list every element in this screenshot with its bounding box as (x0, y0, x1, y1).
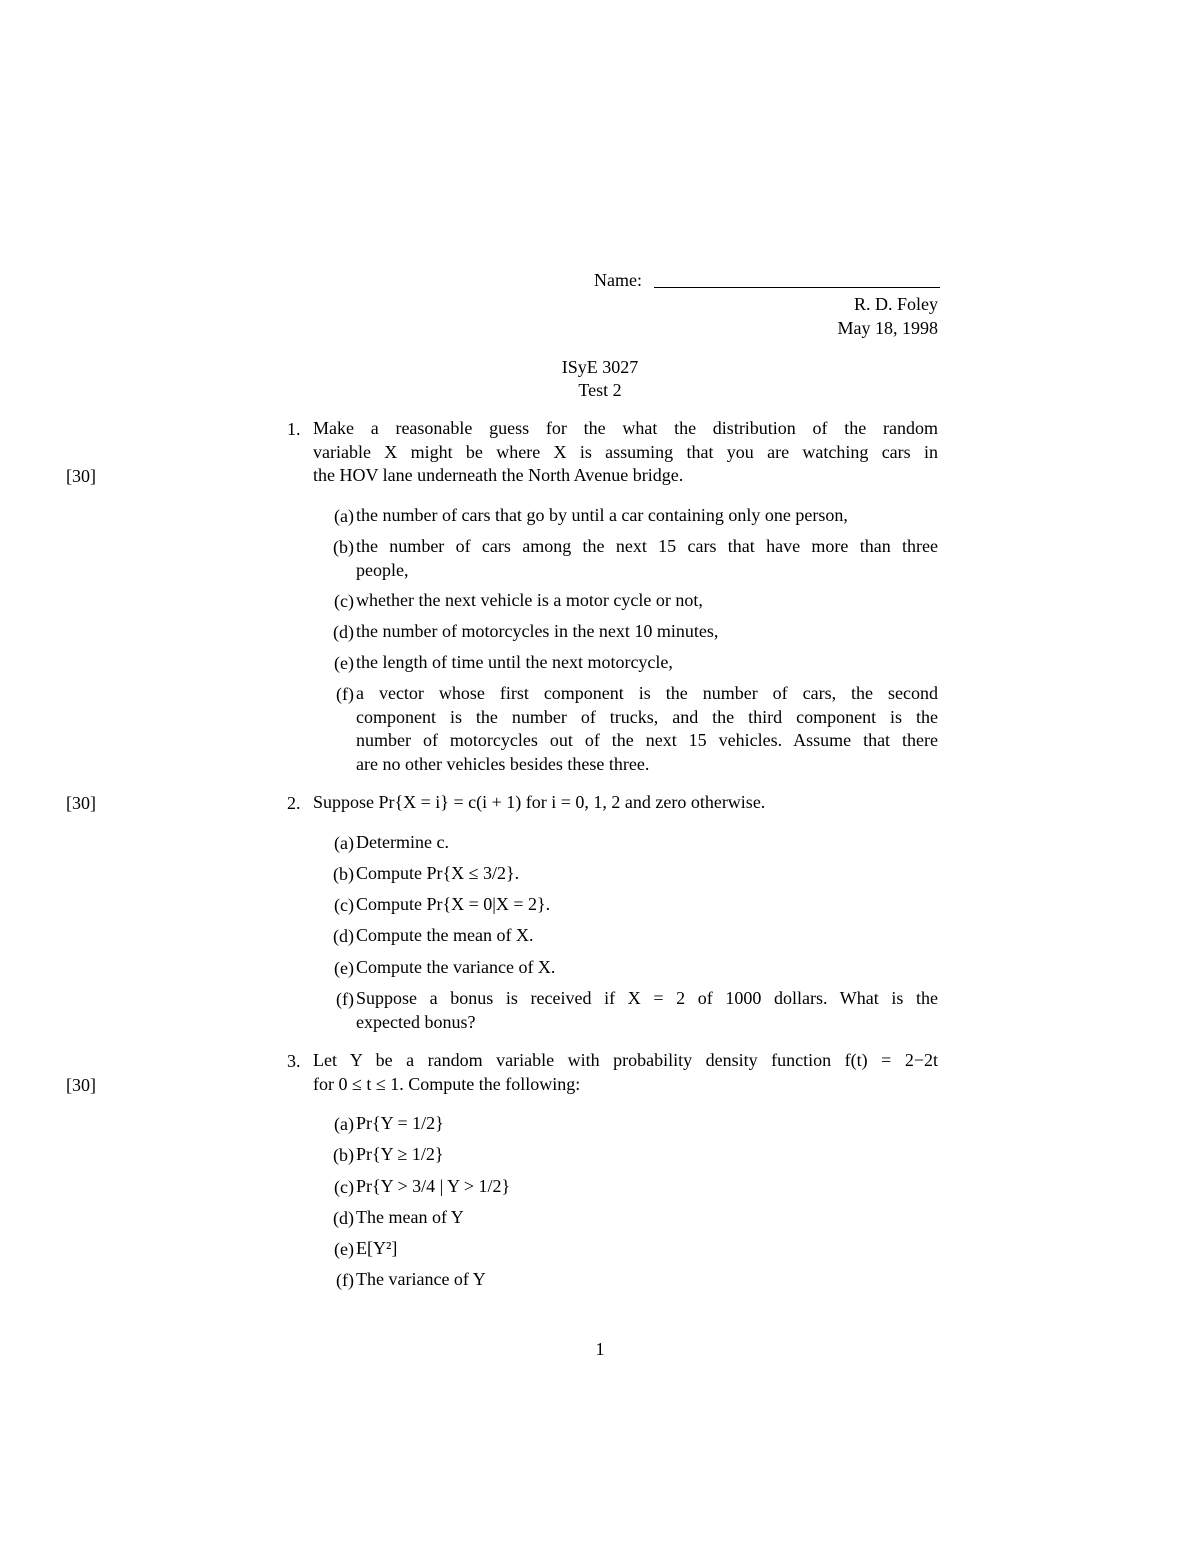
part-label: (a) (334, 833, 354, 853)
part-line: Compute Pr{X ≤ 3/2}. (356, 863, 520, 883)
part-line: Pr{Y > 3/4 | Y > 1/2} (356, 1176, 511, 1196)
question-line: variable X might be where X is assuming that you are watching cars in (313, 441, 938, 462)
part-line: people, (356, 559, 409, 580)
question-2-number: 2. (287, 793, 301, 813)
question-2-text (313, 791, 938, 815)
part-line: Determine c. (356, 832, 449, 852)
part-label: (f) (336, 1270, 354, 1290)
part-label: (d) (333, 622, 354, 642)
part-text (356, 1268, 938, 1292)
part-label: (f) (336, 684, 354, 704)
page-number: 1 (595, 1339, 605, 1359)
points-question-3: [30] (66, 1075, 96, 1095)
part-line: the length of time until the next motorcycle, (356, 652, 673, 672)
question-line: for 0 ≤ t ≤ 1. Compute the following: (313, 1073, 581, 1094)
part-line: whether the next vehicle is a motor cycle or not, (356, 590, 703, 610)
part-line: component is the number of trucks, and the third component is the (356, 706, 938, 727)
part-label: (a) (334, 1114, 354, 1134)
question-1-text (313, 417, 938, 488)
part-line: The variance of Y (356, 1269, 486, 1289)
part-line: Pr{Y ≥ 1/2} (356, 1144, 444, 1164)
part-line: are no other vehicles besides these three. (356, 753, 650, 774)
test-title: Test 2 (578, 380, 622, 400)
part-text (356, 1206, 938, 1230)
points-question-2: [30] (66, 793, 96, 813)
part-text (356, 1237, 938, 1261)
part-text (356, 1175, 938, 1199)
part-text (356, 682, 938, 776)
part-label: (c) (334, 895, 354, 915)
part-label: (f) (336, 989, 354, 1009)
part-label: (b) (333, 864, 354, 884)
part-line: Suppose a bonus is received if X = 2 of 1000 dollars. What is the (356, 988, 938, 1008)
part-line: the number of motorcycles in the next 10 minutes, (356, 621, 719, 641)
name-blank-line (654, 287, 940, 288)
date: May 18, 1998 (837, 318, 938, 338)
part-line: Compute the mean of X. (356, 925, 534, 945)
part-label: (e) (334, 653, 354, 673)
question-line: the HOV lane underneath the North Avenue bridge. (313, 465, 684, 485)
part-line: number of motorcycles out of the next 15 vehicles. Assume that there (356, 730, 938, 750)
part-line: Compute Pr{X = 0|X = 2}. (356, 894, 551, 914)
part-text (356, 504, 938, 528)
part-label: (e) (334, 958, 354, 978)
part-text (356, 535, 938, 582)
part-text (356, 651, 938, 675)
part-text (356, 924, 938, 948)
part-line: a vector whose first component is the number of cars, the second (356, 683, 938, 703)
part-label: (c) (334, 591, 354, 611)
part-text (356, 956, 938, 980)
part-line: E[Y²] (356, 1238, 398, 1258)
part-label: (b) (333, 537, 354, 557)
part-text (356, 862, 938, 886)
part-text (356, 831, 938, 855)
part-label: (e) (334, 1239, 354, 1259)
question-line: Suppose Pr{X = i} = c(i + 1) for i = 0, 1, 2 and zero otherwise. (313, 792, 766, 812)
part-text (356, 1112, 938, 1136)
part-line: expected bonus? (356, 1011, 476, 1032)
question-line: Let Y be a random variable with probability density function f(t) = 2−2t (313, 1050, 938, 1070)
part-label: (d) (333, 926, 354, 946)
part-text (356, 987, 938, 1034)
part-text (356, 589, 938, 613)
part-text (356, 1143, 938, 1167)
question-3-text (313, 1049, 938, 1096)
part-line: the number of cars among the next 15 cars that have more than three (356, 536, 938, 556)
name-label: Name: (594, 270, 642, 290)
question-line: Make a reasonable guess for the what the distribution of the random (313, 418, 938, 438)
part-label: (d) (333, 1208, 354, 1228)
part-text (356, 893, 938, 917)
part-label: (a) (334, 506, 354, 526)
part-line: Compute the variance of X. (356, 957, 556, 977)
author: R. D. Foley (853, 294, 938, 314)
part-label: (c) (334, 1177, 354, 1197)
part-line: the number of cars that go by until a car containing only one person, (356, 505, 848, 525)
question-3-number: 3. (287, 1051, 301, 1071)
course-title: ISyE 3027 (561, 357, 639, 377)
name-field-row (594, 268, 940, 292)
part-text (356, 620, 938, 644)
part-label: (b) (333, 1145, 354, 1165)
part-line: The mean of Y (356, 1207, 464, 1227)
points-question-1: [30] (66, 466, 96, 486)
question-1-number: 1. (287, 419, 301, 439)
part-line: Pr{Y = 1/2} (356, 1113, 444, 1133)
